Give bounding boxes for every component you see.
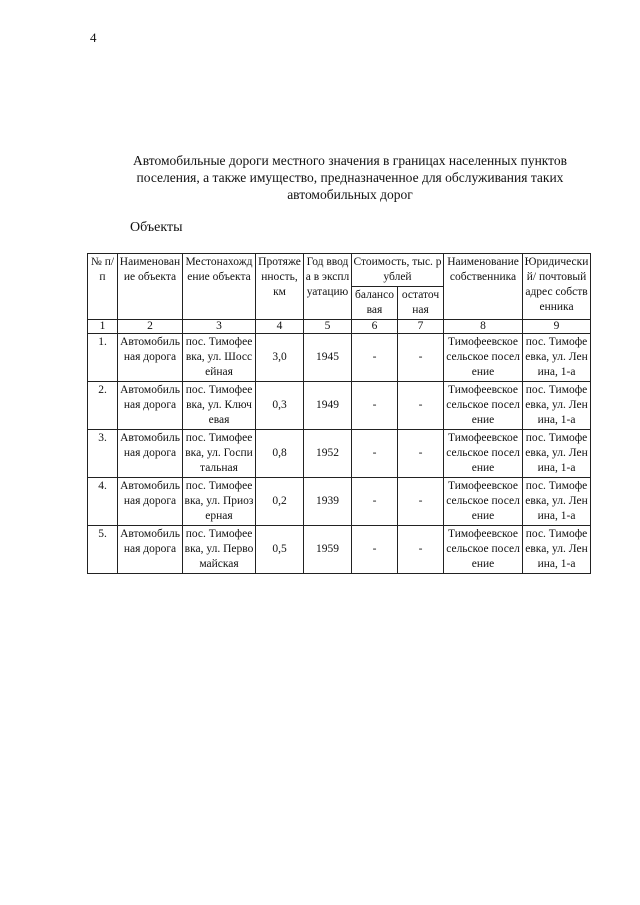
row-name: Автомобильная дорога bbox=[118, 526, 183, 574]
table-row bbox=[88, 430, 591, 478]
table-row bbox=[88, 334, 591, 382]
row-num: 2. bbox=[88, 382, 118, 430]
header-address: Юридический/ почтовый адрес собственника bbox=[523, 254, 591, 320]
row-length: 0,3 bbox=[256, 382, 304, 430]
section-subtitle: Объекты bbox=[130, 220, 183, 235]
column-number: 4 bbox=[256, 320, 304, 334]
column-number-row bbox=[88, 320, 591, 334]
row-address: пос. Тимофеевка, ул. Ленина, 1-а bbox=[523, 430, 591, 478]
page-number: 4 bbox=[90, 30, 97, 45]
header-row bbox=[88, 254, 591, 287]
row-residual: - bbox=[398, 382, 444, 430]
row-residual: - bbox=[398, 334, 444, 382]
row-location: пос. Тимофеевка, ул. Госпитальная bbox=[183, 430, 256, 478]
column-number: 6 bbox=[352, 320, 398, 334]
row-balance: - bbox=[352, 526, 398, 574]
row-length: 0,8 bbox=[256, 430, 304, 478]
row-year: 1945 bbox=[304, 334, 352, 382]
row-location: пос. Тимофеевка, ул. Первомайская bbox=[183, 526, 256, 574]
row-name: Автомобильная дорога bbox=[118, 478, 183, 526]
column-number: 1 bbox=[88, 320, 118, 334]
table-row bbox=[88, 478, 591, 526]
row-year: 1959 bbox=[304, 526, 352, 574]
header-location: Местонахождение объекта bbox=[183, 254, 256, 320]
row-residual: - bbox=[398, 430, 444, 478]
row-address: пос. Тимофеевка, ул. Ленина, 1-а bbox=[523, 334, 591, 382]
table-row bbox=[88, 526, 591, 574]
table-row bbox=[88, 382, 591, 430]
column-number: 8 bbox=[444, 320, 523, 334]
row-address: пос. Тимофеевка, ул. Ленина, 1-а bbox=[523, 382, 591, 430]
header-num: № п/п bbox=[88, 254, 118, 320]
row-location: пос. Тимофеевка, ул. Приозерная bbox=[183, 478, 256, 526]
row-owner: Тимофеевское сельское поселение bbox=[444, 430, 523, 478]
header-length: Протяженность, км bbox=[256, 254, 304, 320]
column-number: 3 bbox=[183, 320, 256, 334]
row-year: 1952 bbox=[304, 430, 352, 478]
row-name: Автомобильная дорога bbox=[118, 430, 183, 478]
row-balance: - bbox=[352, 382, 398, 430]
row-num: 5. bbox=[88, 526, 118, 574]
row-address: пос. Тимофеевка, ул. Ленина, 1-а bbox=[523, 478, 591, 526]
row-balance: - bbox=[352, 478, 398, 526]
row-location: пос. Тимофеевка, ул. Ключевая bbox=[183, 382, 256, 430]
header-cost: Стоимость, тыс. рублей bbox=[352, 254, 444, 287]
row-length: 0,2 bbox=[256, 478, 304, 526]
column-number: 5 bbox=[304, 320, 352, 334]
header-name: Наименование объекта bbox=[118, 254, 183, 320]
document-title: Автомобильные дороги местного значения в границах населенных пунктов поселения, а также имущество, предназначенное для обслуживания таких автомобильных дорог bbox=[132, 153, 568, 202]
row-residual: - bbox=[398, 478, 444, 526]
row-location: пос. Тимофеевка, ул. Шоссейная bbox=[183, 334, 256, 382]
row-name: Автомобильная дорога bbox=[118, 334, 183, 382]
header-owner: Наименование собственника bbox=[444, 254, 523, 320]
row-num: 4. bbox=[88, 478, 118, 526]
objects-table bbox=[87, 253, 591, 574]
row-residual: - bbox=[398, 526, 444, 574]
column-number: 9 bbox=[523, 320, 591, 334]
row-length: 3,0 bbox=[256, 334, 304, 382]
row-balance: - bbox=[352, 430, 398, 478]
header-cost-residual: остаточная bbox=[398, 287, 444, 320]
row-owner: Тимофеевское сельское поселение bbox=[444, 478, 523, 526]
row-num: 3. bbox=[88, 430, 118, 478]
row-balance: - bbox=[352, 334, 398, 382]
row-length: 0,5 bbox=[256, 526, 304, 574]
header-cost-balance: балансовая bbox=[352, 287, 398, 320]
row-num: 1. bbox=[88, 334, 118, 382]
row-year: 1939 bbox=[304, 478, 352, 526]
column-number: 2 bbox=[118, 320, 183, 334]
row-name: Автомобильная дорога bbox=[118, 382, 183, 430]
row-address: пос. Тимофеевка, ул. Ленина, 1-а bbox=[523, 526, 591, 574]
row-owner: Тимофеевское сельское поселение bbox=[444, 334, 523, 382]
row-owner: Тимофеевское сельское поселение bbox=[444, 526, 523, 574]
row-year: 1949 bbox=[304, 382, 352, 430]
header-year: Год ввода в эксплуатацию bbox=[304, 254, 352, 320]
column-number: 7 bbox=[398, 320, 444, 334]
row-owner: Тимофеевское сельское поселение bbox=[444, 382, 523, 430]
